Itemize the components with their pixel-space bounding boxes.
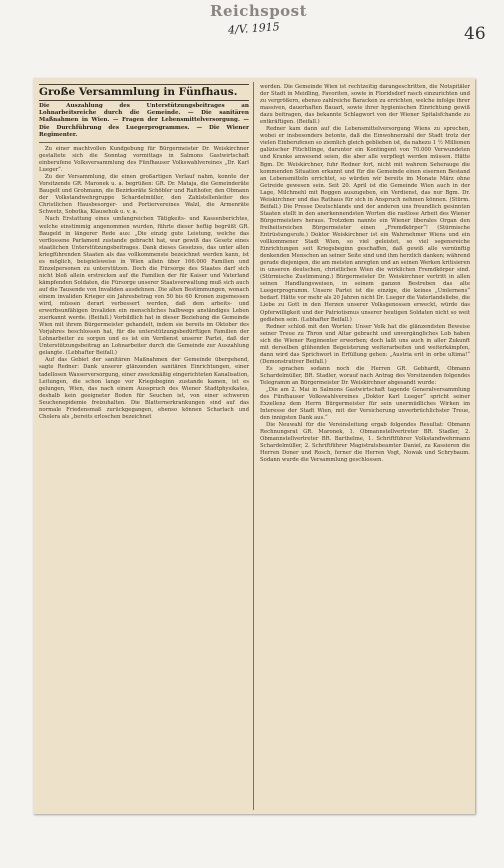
left-column: [39, 84, 249, 808]
left-paragraph: Zu der Versammlung, die einen großartigen Verlauf nahm, konnte der Vorsitzende GR. Maronek u. a. begrüßen: GR. Dr. Mataja, die Gemeinderäte Baugelt und Grohmann, die Bezirksräte Schöbler und Raithofer, den Obmann der Volkstandwehrgruppe Schardelmüller, den Zahlstellenleiter des Christlichen Hausbesorger- und Portiervereines Walzl, die Armenräte Schwetz, Sobotka, Klausehuk u. v. a.: [39, 174, 249, 216]
newspaper-masthead: Reichspost: [210, 2, 308, 20]
right-paragraph: Redner kam dann auf die Lebensmittelversorgung Wiens zu sprechen, wobei er insbesonders betonte, daß die Einwohnerzahl der Stadt trotz der vielen Einberufenen so ziemlich gleich geblieben ist, da nahezu 1 ½ Millionen galizischer Flüchtlinge, darunter ein Kontingent von 70.000 Verwundeten und Kranke anwesend seien, die aber alle verpflegt werden müssen. Hätte Bgm. Dr. Weiskirchner, fuhr Redner fort, nicht mit wahrem Seherauge die kommenden Situation erkannt und für die Gemeinde einen eisernen Bestand an Lebensmitteln errichtet, so würden wir bereits im Monate März ohne Getreide gewesen sein. Seit 20. April ist die Gemeinde Wien auch in der Lage, Milchmehl mit Roggen auszugeben, ein Verdienst, das nur Bgm. Dr. Weiskirchner und das Rathaus für sich in Anspruch nehmen können. (Stürm. Beifall.) Die Presse Deutschlands und der anderen uns freundlich gesinnten Staaten stellt in den anerkennendsten Worten die rastlose Arbeit des Wiener Bürgermeisters heraus. Trotzdem nannte ein Wiener liberales Organ den freiheitsreichen Bürgermeister einen „Fremdkörper“! (Stürmische Entrüstungsrufe.) Doktor Weiskirchner ist ein Wahrnehmer Wiens und ein vollkommener Stadt Wien, so viel geleistet, so viel segensreiche Einrichtungen seit Kriegsbeginn geschaffen, daß gewiß alle vernünftig denkenden Menschen an seiner Seite sind und ihm herzlich danken; während gerade diejenigen, die am meisten anregten und an seinen Werken kritisieren in unseren deutschen, christlichen Wien die wirklichen Fremdkörper sind. (Stürmische Zustimmung.) Bürgermeister Dr. Weiskirchner vertritt in allen seinen Handlungsweisen, in seinem ganzen Bestreben das alte Luegerprogramm. Unsere Partei ist die einzige, die keines „Umlernens“ bedarf. Hätte vor mehr als 20 Jahren nicht Dr. Lueger die Vaterlandsliebe, die Liebe zu Gott in den Herzen unserer Volksgenossen erweckt, würde das Opferwilligkeit und der Patriotismus unserer heutigen Soldaten nicht so weit gediehen sein. (Lebhafter Beifall.): [260, 126, 470, 323]
column-divider: [253, 82, 254, 810]
right-column: [260, 84, 470, 808]
right-paragraph: Redner schloß mit den Worten: Unser Volk hat die glänzendsten Beweise seiner Treue zu Thron und Altar gebracht und unvergängliches Lob haben sich die Wiener Regimenter erworben; doch laßt uns auch in aller Zukunft mit derselben glühenden Begeisterung weiterarbeiten und weiterkämpfen, dann wird das Sprichwort in Erfüllung gehen: „Austria erit in orbe ultima!“ (Demonstrativer Beifall.): [260, 323, 470, 365]
newspaper-clipping: [33, 78, 475, 814]
right-paragraph: Es sprachen sodann noch die Herren GR. Gebhardt, Obmann Schardelmüller, BR. Stadler, worauf nach Antrag des Vorsitzenden folgendes Telegramm an Bürgermeister Dr. Weiskirchner abgesandt wurde:: [260, 365, 470, 386]
right-paragraph: werden. Die Gemeinde Wien ist rechtzeitig darangeschritten, die Notspitäler der Stadt in Meidling, Favoriten, sowie in Floridsdorf rasch einzurichten und zu vergrößern, ebenso zahlreiche Baracken zu errichten, welche infolge ihrer massiven, dauerhaften Bauart, sowie ihrer hygienischen Einrichtung gewiß dazu beitragen, das bekannte Schlagwort von der Wiener Spitalsfchande zu entkräftigen. (Beifall.): [260, 84, 470, 126]
headline-rule: [39, 142, 249, 143]
article-headline: Große Versammlung in Fünfhaus.: [39, 84, 249, 101]
right-paragraph: Die Neuwahl für die Vereinsleitung ergab folgendes Resultat: Obmann Rechnungsrat GR. Maronek, 1. Obmannstellvertreter BR. Stadler, 2. Obmannstellvertreter BR. Barthelme, 1. Schriftführer Volkstandwehrmann Schardelmüller, 2. Schriftführer Magistratsbeamter Daniel, zu Kassieren die Herren Doner und Rosch, ferner die Herren Vogt, Nowak und Schrybaum. Sodann wurde die Versammlung geschlossen.: [260, 422, 470, 464]
article-subheadline: Die Auszahlung des Unterstützungsbeitrages an Lohnarbeitsreiche durch die Gemeinde. — Die sanitären Maßnahmen in Wien. — Fragen der Lebensmittelversorgung. — Die Durchführung des Luegerprogrammes. — Die Wiener Regimenter.: [39, 103, 249, 138]
left-paragraph: Nach Erstattung eines umfangreichen Tätigkeits- und Kassenberichtes, welche einstimmig angenommen wurden, führte dieser heftig begrüßt GR. Baugeld in längerer Rede aus: „Die einzig gute Leistung, welche das verflossene Parlament zustande gebracht hat, war gewiß das Gesetz eines staatlichen Unterstützungsbeitrages. Dank dieses Gesetzes, das unter allen kriegführenden Staaten als das vollkommenste bezeichnet werden kann, ist es möglich, beispielsweise in Wien allein über 166.000 Familien und Einzelpersonen zu unterstützen. Doch die Fürsorge des Staates darf sich nicht bloß allein erstrecken auf die Familien der für Kaiser und Vaterland kämpfenden Soldaten, die Fürsorge unserer Staatsverwaltung muß sich auch auf die Tausende von Invaliden ausdehnen. Die alten Bestimmungen, wonach einem invaliden Krieger ein Jahresbetrag von 50 bis 60 Kronen zugemessen wird, müssen derart verbessert werden, daß dem arbeits- und erwerbsunfähigen Invaliden ein menschliches halbwegs anständiges Leben zuerkannt werde. (Beifall.) Vorbildlich hat in dieser Beziehung die Gemeinde Wien mit ihrem Bürgermeister gehandelt, indem sie bereits im Oktober des Vorjahres beschlossen hat, für die unterstützungsbedürftigen Familien der Lohnarbeiter zu sorgen und es ist ein Verdienst unserer Partei, daß der Unterstützungsbeitrag an Lohnarbeiter durch die Gemeinde zur Auszahlung gelangte. (Lebhafter Beifall.): [39, 216, 249, 357]
page-number: 46: [464, 24, 486, 44]
left-paragraph: Zu einer machtvollen Kundgebung für Bürgermeister Dr. Weiskirchner gestaltete sich die Sonntag vormittags in Salmons Gastwirtschaft einberufene Volksversammlung des Fünfhauser Volkswahlvereines „Dr. Karl Lueger“.: [39, 146, 249, 174]
right-paragraph: „Die am 2. Mai in Salmons Gastwirtschaft tagende Generalversammlung des Fünfhauser Volkswahlvereines „Doktor Karl Lueger“ spricht seiner Exzellenz dem Herrn Bürgermeister für sein unermüdliches Wirken im Interesse der Stadt Wien, mit der Versicherung unverbrüchlichster Treue, den innigsten Dank aus.“: [260, 387, 470, 422]
handwritten-date: 4/V. 1915: [227, 20, 281, 37]
left-paragraph: Auf das Gebiet der sanitären Maßnahmen der Gemeinde übergehend, sagte Redner: Dank unserer glänzenden sanitären Einrichtungen, einer tadellosen Wasserversorgung, einer zweckmäßig eingerichteten Kanalisation, Leitungen, die schon lange vor Kriegsbeginn zustande kamen, ist es gelungen, Wien, das nach einem Ausspruch des Wiener Stadtphysikates, deshalb kein geeigneter Boden für Seuchen ist, von einer schweren Seuchenepidemie freizuhalten. Die Blatternerkrankungen sind auf das normale Friedensmaß zurückgegangen, ebenso können Scharlach und Cholera als „bereits erloschen bezeichnet: [39, 357, 249, 420]
